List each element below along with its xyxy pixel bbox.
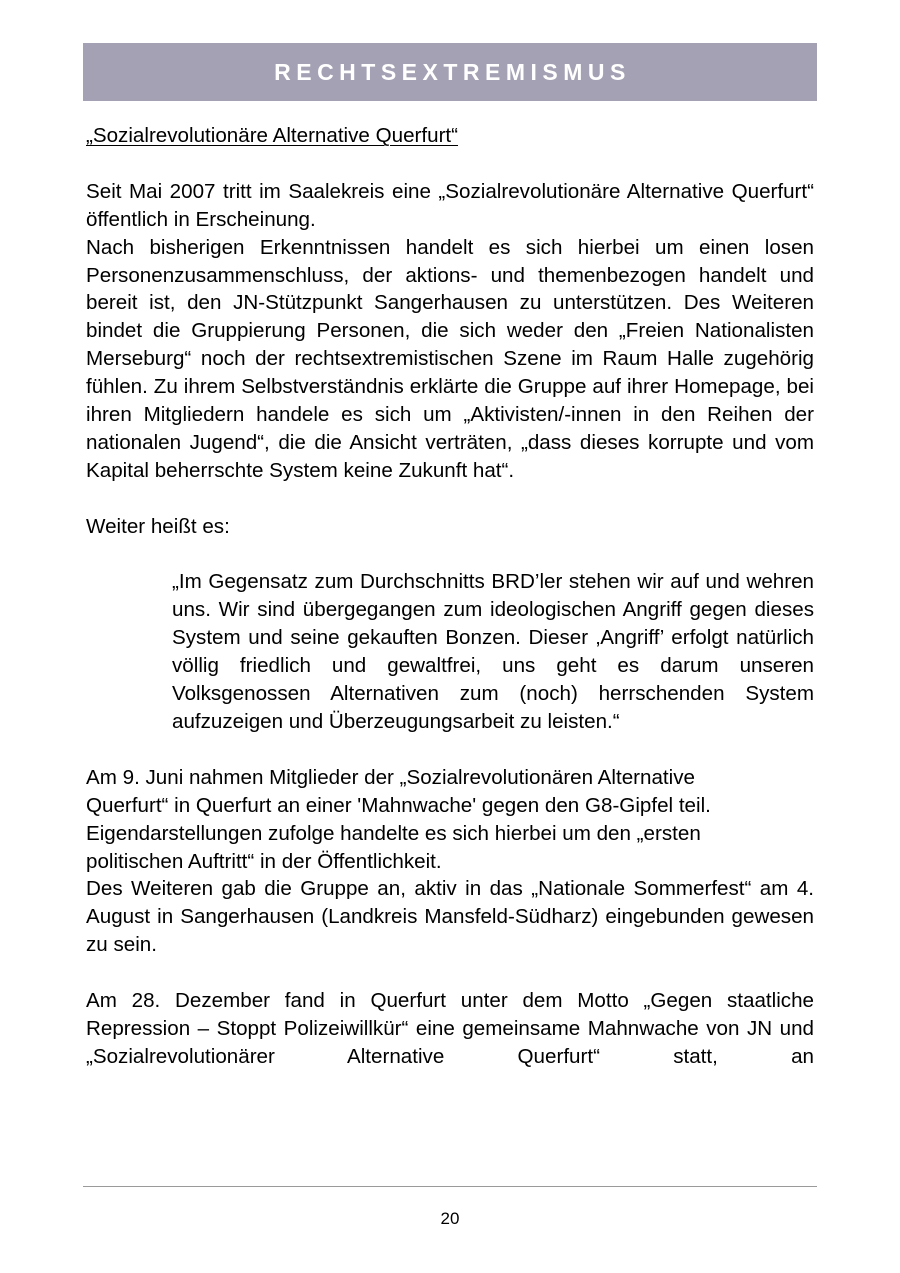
text-line: Am 9. Juni nahmen Mitglieder der „Sozialrevolutionären Alternative	[86, 765, 695, 789]
spacer	[86, 736, 814, 764]
spacer	[86, 541, 814, 569]
footer-divider	[83, 1186, 817, 1187]
spacer	[86, 150, 814, 178]
chapter-title: RECHTSEXTREMISMUS	[274, 58, 631, 85]
section-heading: „Sozialrevolutionäre Alternative Querfurt“	[86, 124, 459, 147]
block-quote: „Im Gegensatz zum Durchschnitts BRD’ler stehen wir auf und wehren uns. Wir sind übergegangen zum ideologischen Angriff gegen dieses System und seine gekauften Bonzen. Dieser ‚Angriff’ erfolgt natürlich völlig friedlich und gewaltfrei, uns geht es darum unseren Volksgenossen Alternativen zum (noch) herrschenden System aufzuzeigen und Überzeugungsarbeit zu leisten.“	[172, 570, 814, 733]
text-line: Querfurt“ in Querfurt an einer 'Mahnwache' gegen den G8-Gipfel teil.	[86, 793, 711, 817]
paragraph-findings: Nach bisherigen Erkenntnissen handelt es sich hierbei um einen losen Personenzusammenschluss, der aktions- und themenbezogen handelt und bereit ist, den JN-Stützpunkt Sangerhausen zu unterstützen. Des Weiteren bindet die Gruppierung Personen, die sich weder den „Freien Nationalisten Merseburg“ noch der rechtsextremistischen Szene im Raum Halle zugehörig fühlen. Zu ihrem Selbstverständnis erklärte die Gruppe auf ihrer Homepage, bei ihren Mitgliedern handele es sich um „Aktivisten/-innen in den Reihen der nationalen Jugend“, die die Ansicht verträten, „dass dieses korrupte und vom Kapital beherrschte System keine Zukunft hat“.	[86, 235, 814, 482]
paragraph-intro: Seit Mai 2007 tritt im Saalekreis eine „Sozialrevolutionäre Alternative Querfurt“ öffentlich in Erscheinung.	[86, 179, 814, 231]
text-line: politischen Auftritt“ in der Öffentlichkeit.	[86, 849, 442, 873]
paragraph-june-event	[86, 764, 814, 876]
document-body	[86, 122, 814, 1071]
paragraph-summer-fest: Des Weiteren gab die Gruppe an, aktiv in das „Nationale Sommerfest“ am 4. August in Sangerhausen (Landkreis Mansfeld-Südharz) eingebunden gewesen zu sein.	[86, 877, 814, 957]
spacer	[86, 485, 814, 513]
text-line: Eigendarstellungen zufolge handelte es sich hierbei um den „ersten	[86, 821, 701, 845]
paragraph-quote-intro: Weiter heißt es:	[86, 514, 230, 538]
chapter-header-bar	[83, 43, 817, 101]
paragraph-december-event: Am 28. Dezember fand in Querfurt unter dem Motto „Gegen staatliche Repression – Stoppt Polizeiwillkür“ eine gemeinsame Mahnwache von JN und „Sozialrevolutionärer Alternative Querfurt“ statt, an	[86, 989, 814, 1068]
spacer	[86, 959, 814, 987]
page-number: 20	[440, 1209, 460, 1228]
